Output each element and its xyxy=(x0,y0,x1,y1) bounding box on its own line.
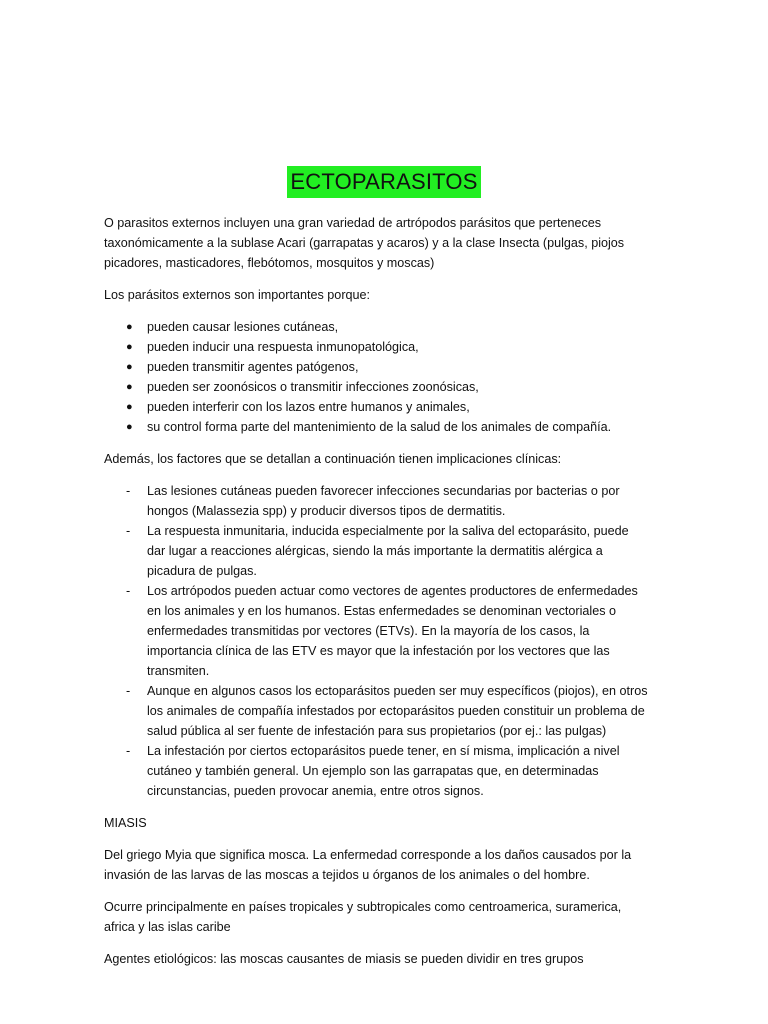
importance-list xyxy=(104,317,649,437)
miasis-agents: Agentes etiológicos: las moscas causantes de miasis se pueden dividir en tres grupos xyxy=(104,952,584,966)
bullet-marker: ● xyxy=(126,401,133,413)
dash-marker: - xyxy=(126,684,131,698)
bullet-marker: ● xyxy=(126,341,133,353)
miasis-location: Ocurre principalmente en países tropicales y subtropicales como centroamerica, suramerica, africa y las islas caribe xyxy=(104,900,622,934)
dash-marker: - xyxy=(126,484,131,498)
list-item-text: pueden inducir una respuesta inmunopatológica, xyxy=(147,340,419,354)
list-item xyxy=(104,521,649,581)
list-item-text: pueden ser zoonósicos o transmitir infecciones zoonósicas, xyxy=(147,380,479,394)
list-item xyxy=(104,417,649,437)
list-item-text: Las lesiones cutáneas pueden favorecer infecciones secundarias por bacterias o por hongos (Malassezia spp) y producir diversos tipos de dermatitis. xyxy=(147,484,620,518)
list-item xyxy=(104,681,649,741)
list-item xyxy=(104,357,649,377)
title-container xyxy=(0,166,768,198)
intro-paragraph: O parasitos externos incluyen una gran variedad de artrópodos parásitos que perteneces taxonómicamente a la sublase Acari (garrapatas y acaros) y a la clase Insecta (pulgas, piojos picadores, masticadores, flebótomos, mosquitos y moscas) xyxy=(104,216,625,270)
document-title: ECTOPARASITOS xyxy=(287,166,480,198)
list-item-text: La infestación por ciertos ectoparásitos puede tener, en sí misma, implicación a nivel cutáneo y también general. Un ejemplo son las garrapatas que, en determinadas circunstancias, pueden provocar anemia, entre otros signos. xyxy=(147,744,620,798)
document-body xyxy=(104,213,649,969)
list-item xyxy=(104,581,649,681)
bullet-marker: ● xyxy=(126,321,133,333)
list-item-text: La respuesta inmunitaria, inducida especialmente por la saliva del ectoparásito, puede dar lugar a reacciones alérgicas, siendo la más importante la dermatitis alérgica a picadura de pulgas. xyxy=(147,524,629,578)
miasis-definition: Del griego Myia que significa mosca. La enfermedad corresponde a los daños causados por la invasión de las larvas de las moscas a tejidos u órganos de los animales o del hombre. xyxy=(104,848,632,882)
bullet-marker: ● xyxy=(126,361,133,373)
list-item-text: Los artrópodos pueden actuar como vectores de agentes productores de enfermedades en los animales y en los humanos. Estas enfermedades se denominan vectoriales o enfermedades transmitidas por vectores (ETVs). En la mayoría de los casos, la importancia clínica de las ETV es mayor que la infestación por los vectores que las transmiten. xyxy=(147,584,638,678)
list-item xyxy=(104,337,649,357)
list-item xyxy=(104,377,649,397)
list-item xyxy=(104,317,649,337)
list-item-text: pueden transmitir agentes patógenos, xyxy=(147,360,359,374)
factors-intro: Además, los factores que se detallan a continuación tienen implicaciones clínicas: xyxy=(104,452,562,466)
list-item xyxy=(104,397,649,417)
bullet-marker: ● xyxy=(126,421,133,433)
list-item xyxy=(104,481,649,521)
list-item-text: su control forma parte del mantenimiento de la salud de los animales de compañía. xyxy=(147,420,612,434)
dash-marker: - xyxy=(126,524,131,538)
list-item xyxy=(104,741,649,801)
importance-intro: Los parásitos externos son importantes porque: xyxy=(104,288,371,302)
list-item-text: pueden interferir con los lazos entre humanos y animales, xyxy=(147,400,470,414)
bullet-marker: ● xyxy=(126,381,133,393)
miasis-heading: MIASIS xyxy=(104,816,147,830)
list-item-text: Aunque en algunos casos los ectoparásitos pueden ser muy específicos (piojos), en otros los animales de compañía infestados por ectoparásitos pueden constituir un problema de salud pública al ser fuente de infestación para sus propietarios (por ej.: las pulgas) xyxy=(147,684,648,738)
dash-marker: - xyxy=(126,744,131,758)
list-item-text: pueden causar lesiones cutáneas, xyxy=(147,320,339,334)
factors-list xyxy=(104,481,649,801)
dash-marker: - xyxy=(126,584,131,598)
